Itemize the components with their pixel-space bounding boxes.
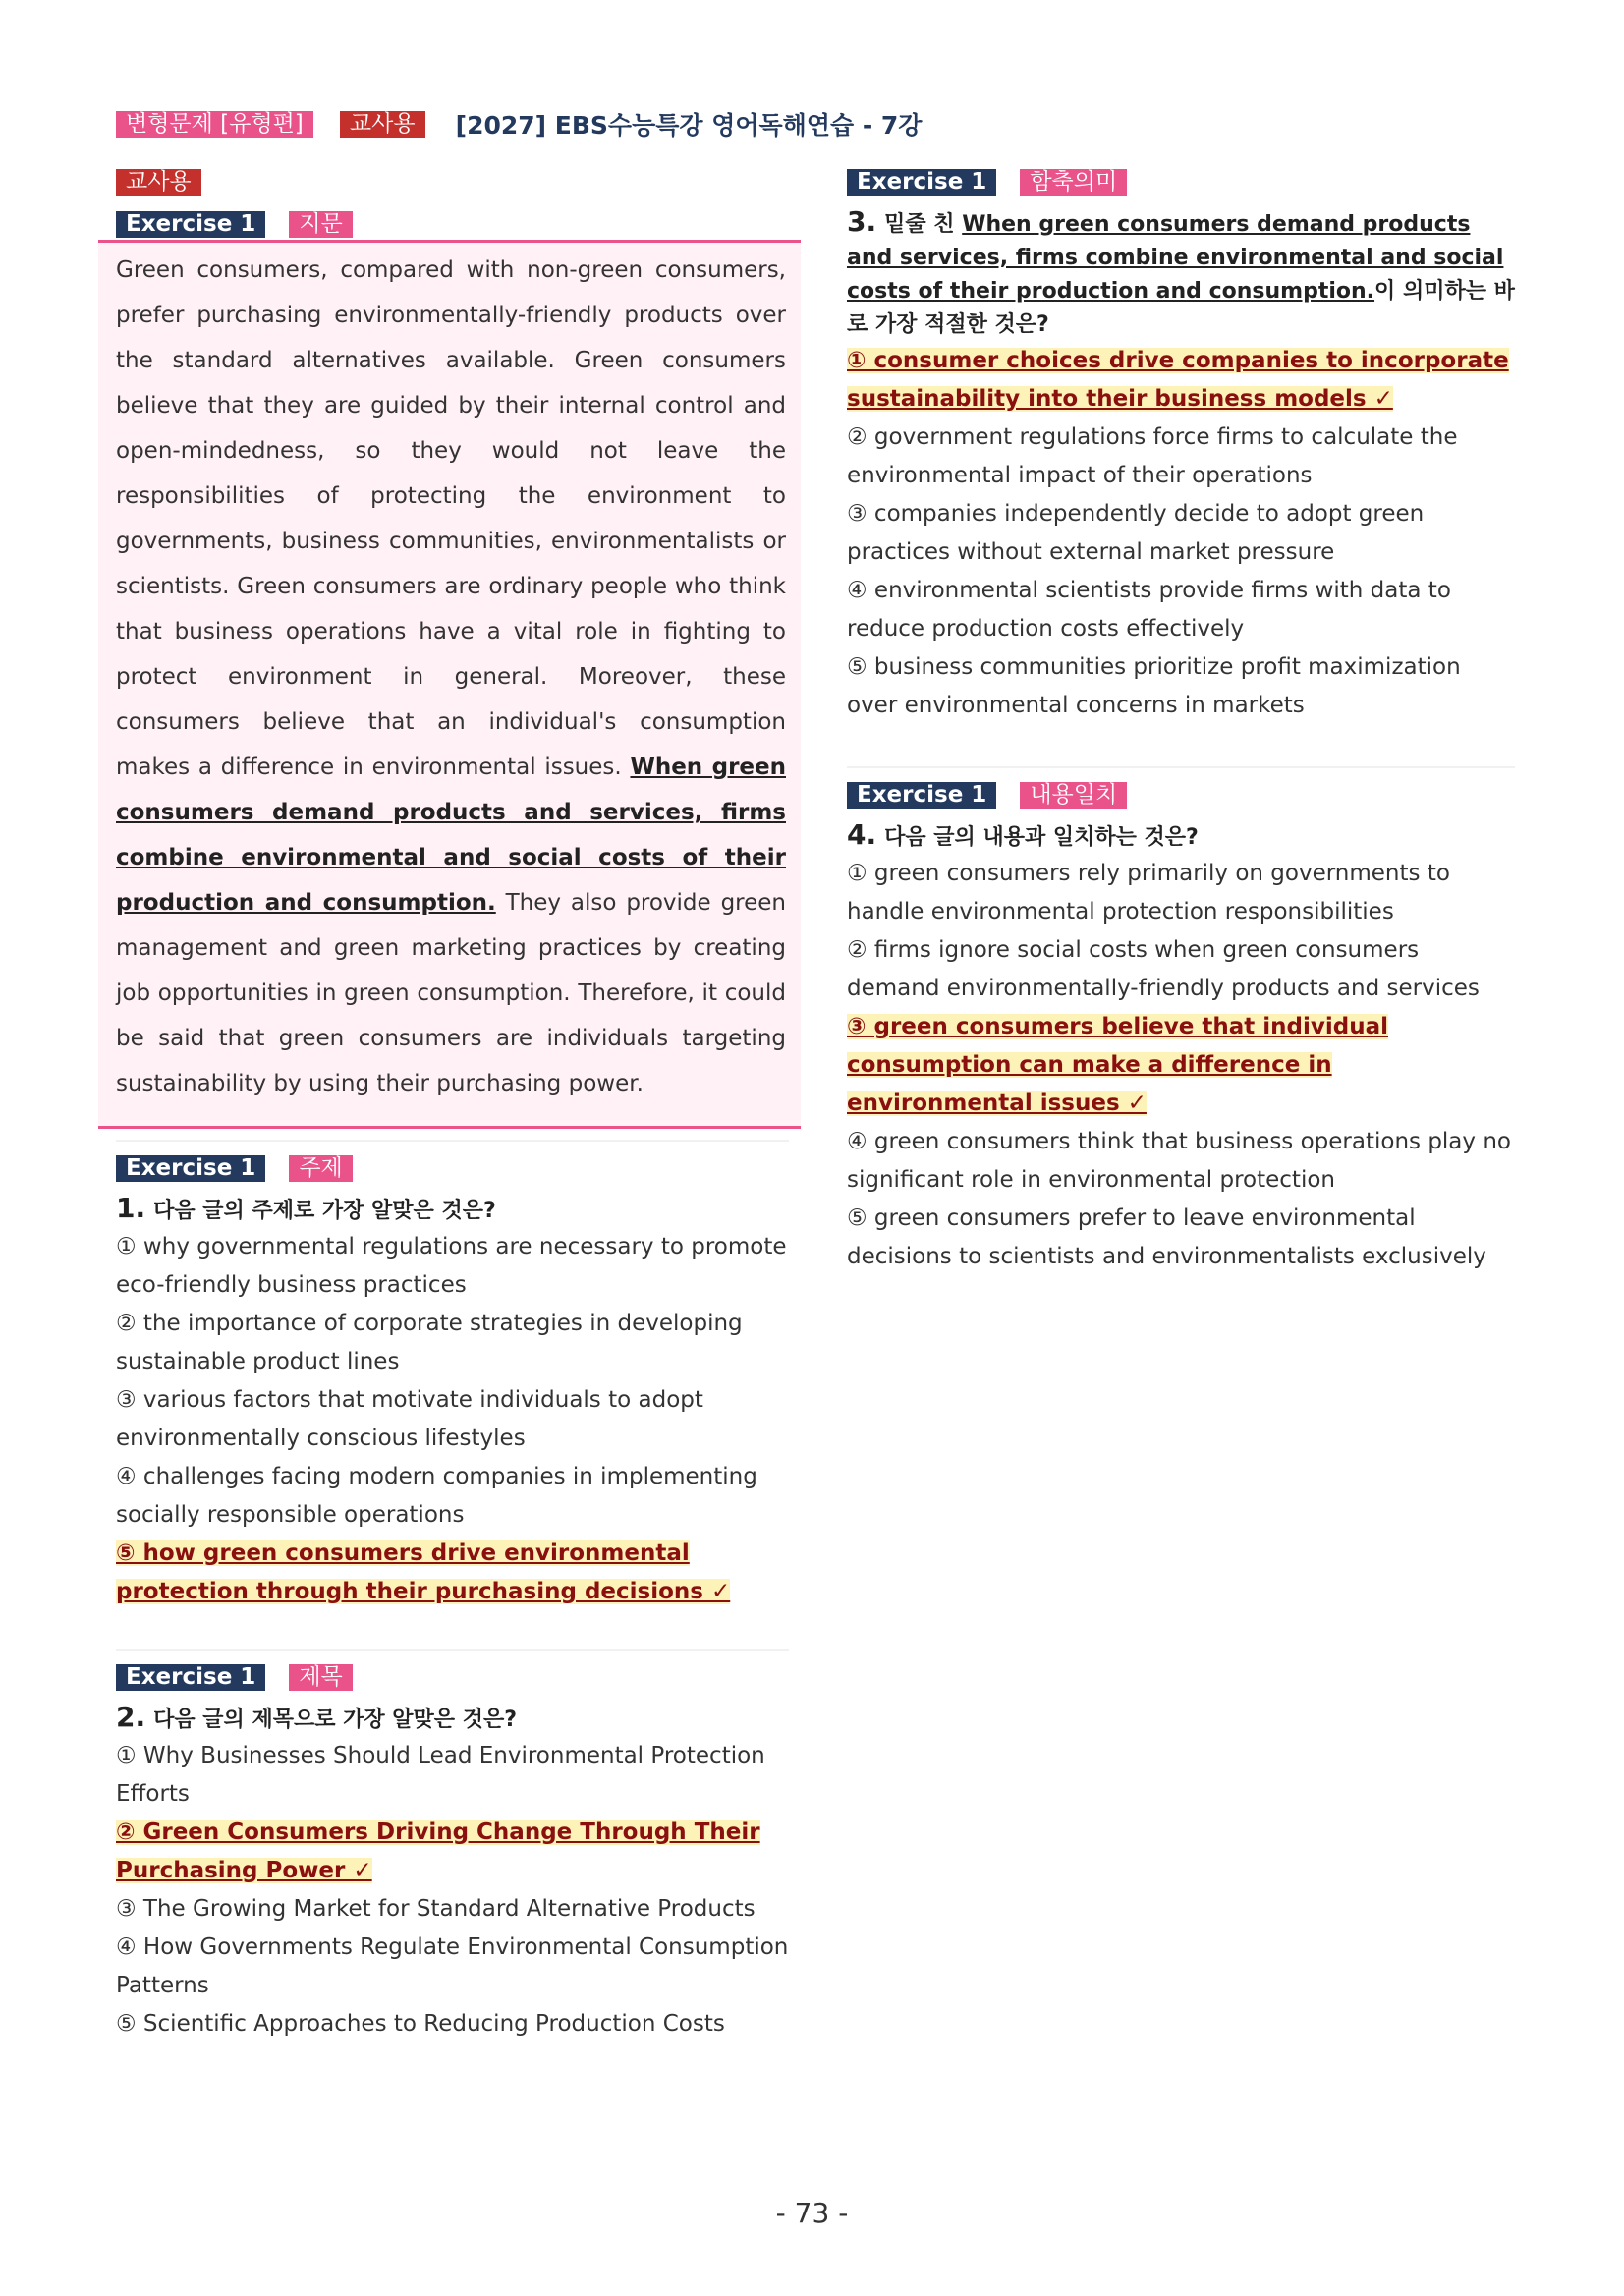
option-1: ① green consumers rely primarily on governments to handle environmental protection responsibilities: [847, 861, 1450, 924]
question-type-tag: 제목: [289, 1664, 352, 1691]
exercise-label: Exercise 1: [847, 782, 996, 809]
question-type-tag: 주제: [289, 1155, 352, 1182]
option-3: ③ companies independently decide to adopt green practices without external market pressure: [847, 501, 1425, 565]
passage-type-tag: 지문: [289, 211, 352, 238]
answer-option-1: ① consumer choices drive companies to incorporate sustainability into their business models ✓: [847, 348, 1509, 412]
option-4: ④ challenges facing modern companies in implementing socially responsible operations: [116, 1464, 757, 1528]
header-type-tag: 변형문제 [유형편]: [116, 111, 313, 138]
option-3: ③ The Growing Market for Standard Alternative Products: [116, 1896, 756, 1922]
question-type-tag: 내용일치: [1020, 782, 1127, 809]
question-3: [847, 169, 1515, 725]
divider: [847, 766, 1515, 768]
option-5: ⑤ green consumers prefer to leave environmental decisions to scientists and environmentalists exclusively: [847, 1205, 1486, 1269]
header-title: [2027] EBS수능특강 영어독해연습 - 7강: [455, 111, 923, 140]
option-4: ④ green consumers think that business operations play no significant role in environmental protection: [847, 1129, 1511, 1193]
question-title: 2. 다음 글의 제목으로 가장 알맞은 것은?: [116, 1701, 517, 1733]
underlined-sentence: When green consumers demand products and services, firms combine environmental and social costs of their production and consumption.: [116, 755, 786, 916]
option-1: ① why governmental regulations are necessary to promote eco-friendly business practices: [116, 1234, 787, 1298]
option-4: ④ How Governments Regulate Environmental Consumption Patterns: [116, 1934, 789, 1998]
passage-header: [116, 169, 789, 238]
option-3: ③ various factors that motivate individuals to adopt environmentally conscious lifestyles: [116, 1387, 703, 1451]
divider: [116, 1140, 789, 1142]
option-2: ② firms ignore social costs when green consumers demand environmentally-friendly products and services: [847, 937, 1480, 1001]
exercise-label: Exercise 1: [847, 169, 996, 196]
option-5: ⑤ Scientific Approaches to Reducing Production Costs: [116, 2011, 725, 2037]
header-teacher-tag: 교사용: [340, 111, 425, 138]
exercise-label: Exercise 1: [116, 1155, 265, 1182]
exercise-label: Exercise 1: [116, 1664, 265, 1691]
question-title: 4. 다음 글의 내용과 일치하는 것은?: [847, 818, 1199, 851]
question-1: [116, 1155, 794, 1611]
question-title: 3. 밑줄 친 When green consumers demand products and services, firms combine environmental and social costs of their production and consumption.이 의미하는 바로 가장 적절한 것은?: [847, 205, 1515, 337]
passage-text: Green consumers, compared with non-green consumers, prefer purchasing environmentally-friendly products over the standard alternatives available. Green consumers believe that they are guided by their internal control and open-mindedness, so they would not leave the responsibilities of protecting the environment to governments, business communities, environmentalists or scientists. Green consumers are ordinary people who think that business operations have a vital role in fighting to protect environment in general. Moreover, these consumers believe that an individual's consumption makes a difference in environmental issues. When green consumers demand products and services, firms combine environmental and social costs of their production and consumption. They also provide green management and green marketing practices by creating job opportunities in green consumption. Therefore, it could be said that green consumers are individuals targeting sustainability by using their purchasing power.: [116, 257, 786, 1096]
answer-option-2: ② Green Consumers Driving Change Through Their Purchasing Power ✓: [116, 1820, 760, 1883]
question-type-tag: 함축의미: [1020, 169, 1127, 196]
question-4: [847, 782, 1515, 1276]
option-5: ⑤ business communities prioritize profit maximization over environmental concerns in markets: [847, 654, 1461, 718]
page-number: - 73 -: [775, 2197, 849, 2229]
question-title: 1. 다음 글의 주제로 가장 알맞은 것은?: [116, 1192, 496, 1224]
answer-option-5: ⑤ how green consumers drive environmental protection through their purchasing decisions ✓: [116, 1540, 731, 1604]
teacher-tag: 교사용: [116, 169, 201, 196]
answer-option-3: ③ green consumers believe that individual consumption can make a difference in environmental issues ✓: [847, 1014, 1388, 1116]
exercise-label: Exercise 1: [116, 211, 265, 238]
page-header: [116, 106, 922, 141]
option-4: ④ environmental scientists provide firms with data to reduce production costs effectively: [847, 578, 1451, 642]
option-2: ② government regulations force firms to calculate the environmental impact of their operations: [847, 424, 1458, 488]
option-2: ② the importance of corporate strategies in developing sustainable product lines: [116, 1311, 743, 1374]
question-2: [116, 1664, 794, 2044]
divider: [116, 1649, 789, 1651]
option-1: ① Why Businesses Should Lead Environmental Protection Efforts: [116, 1743, 765, 1807]
